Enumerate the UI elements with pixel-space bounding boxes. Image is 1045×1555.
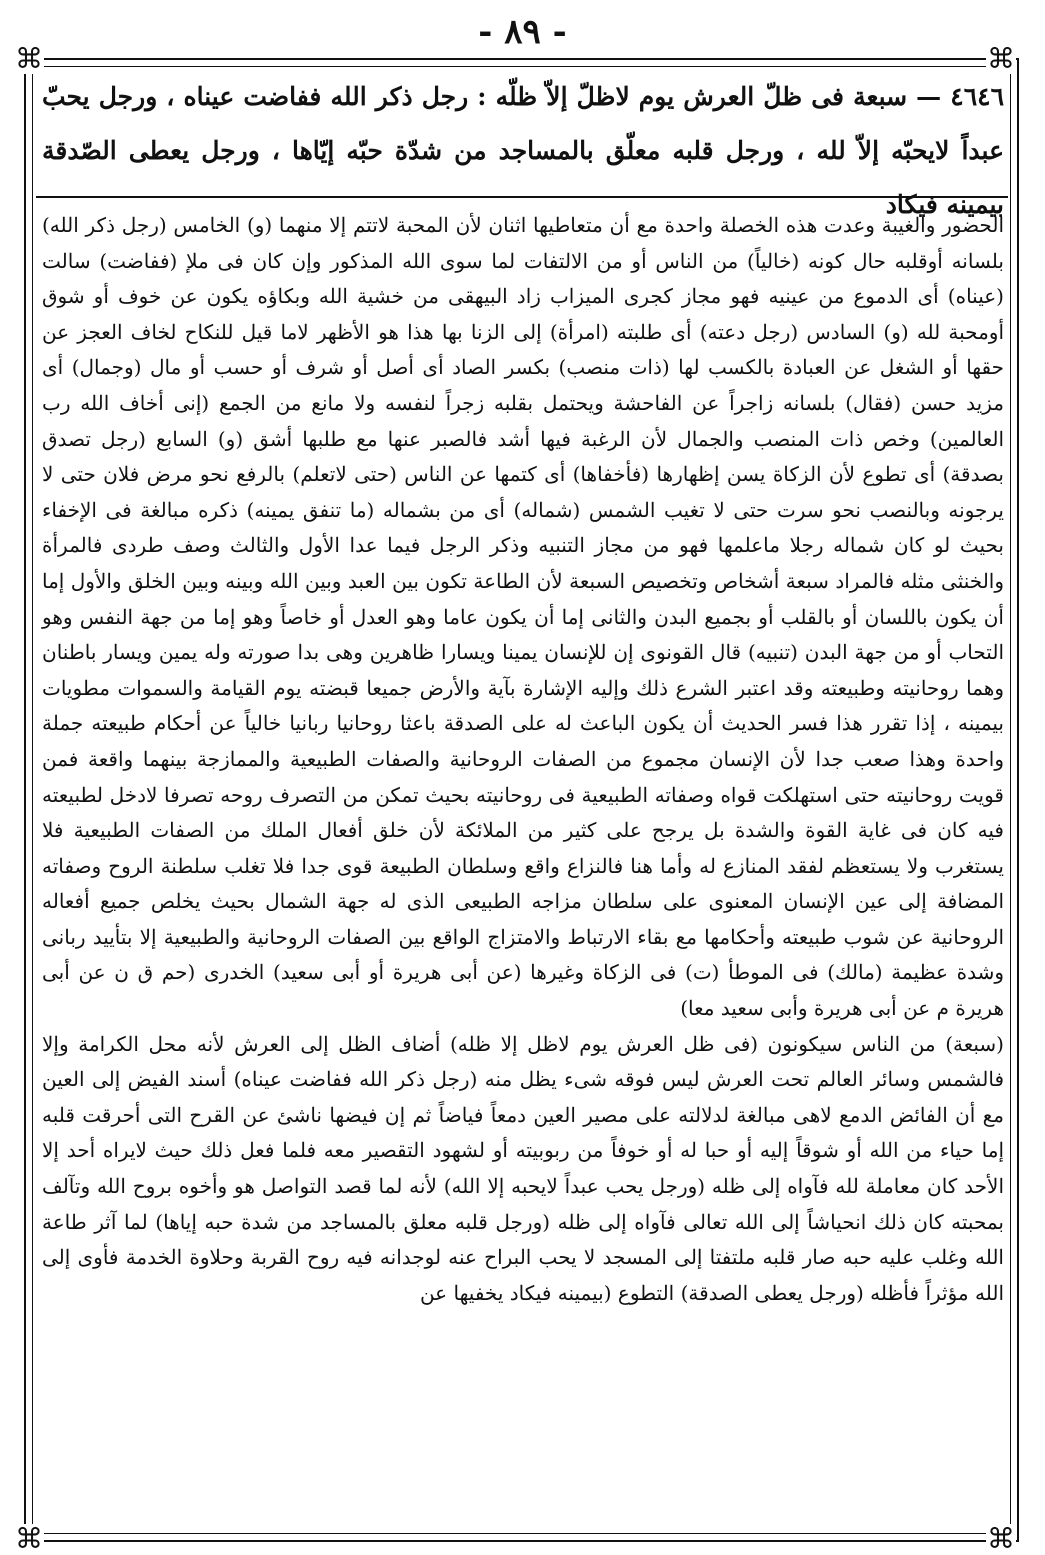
commentary-paragraph-2: (سبعة) من الناس سيكونون (فى ظل العرش يوم لاظل إلا ظله) أضاف الظل إلى العرش لأنه محل الكرامة وإلا فالشمس وسائر العالم تحت العرش ليس فوقه شىء يظل منه (رجل ذكر الله ففاضت عيناه) أسند الفيض إلى العين مع أن الفائض الدمع لاهى مبالغة لدلالته على مصير العين دمعاً فياضاً ثم إن فيضها ناشئ عن القرح التى أحرقت قلبه إما حياء من الله أو شوقاً إليه أو حبا له أو خوفاً من ربوبيته أو لشهود التقصير معه فلما فعل ذلك حيث لايراه أحد إلا الأحد كان معاملة لله فآواه إلى ظله (ورجل يحب عبداً لايحبه إلا الله) لأنه لما قصد التواصل هو وأخوه بروح الله وتآلف بمحبته كان ذلك انحياشاً إلى الله تعالى فآواه إلى ظله (ورجل قلبه معلق بالمساجد من شدة حبه إياها) لما آثر طاعة الله وغلب عليه حبه صار قلبه ملتفتا إلى المسجد لا يحب البراح عنه لوجدانه فيه روح القربة وحلاوة الخدمة فأوى إلى الله مؤثراً فأظله (ورجل يعطى الصدقة) التطوع (بيمينه فيكاد يخفيها عن [42,1031,1004,1305]
corner-ornament-icon: ⌘ [987,42,1015,75]
corner-ornament-icon: ⌘ [15,42,43,75]
commentary-paragraph-1: الحضور والغيبة وعدت هذه الخصلة واحدة مع أن متعاطيها اثنان لأن المحبة لاتتم إلا منهما (و) الخامس (رجل ذكر الله) بلسانه أوقلبه حال كونه (خالياً) من الناس أو من الالتفات لما سوى الله المذكور وإن كان فى ملإ (ففاضت) سالت (عيناه) أى الدموع من عينيه فهو مجاز كجرى الميزاب زاد البيهقى من خشية الله وبكاؤه يكون عن خوف أو شوق أومحبة لله (و) السادس (رجل دعته) أى طلبته (امرأة) إلى الزنا بها هذا هو الأظهر لاما قيل للنكاح لخاف العجز عن حقها أو الشغل عن العبادة بالكسب لها (ذات منصب) بكسر الصاد أى أصل أو شرف أو حسب أو مال (وجمال) أى مزيد حسن (فقال) بلسانه زاجراً عن الفاحشة ويحتمل بقلبه زجراً لنفسه ولا مانع من الجمع (إنى أخاف الله رب العالمين) وخص ذات المنصب والجمال لأن الرغبة فيها أشد فالصبر عنها مع طلبها أشق (و) السابع (رجل تصدق بصدقة) أى تطوع لأن الزكاة يسن إظهارها (فأخفاها) أى كتمها عن الناس (حتى لاتعلم) بالرفع نحو مرض فلان حتى لا يرجونه وبالنصب نحو سرت حتى لا تغيب الشمس (شماله) أى من بشماله (ما تنفق يمينه) ذكره مبالغة فى الإخفاء بحيث لو كان شماله رجلا ماعلمها فهو من مجاز التنبيه وذكر الرجل فيما عدا الأول والثالث وصف طردى فالمرأة والخنثى مثله فالمراد سبعة أشخاص وتخصيص السبعة لأن الطاعة تكون بين العبد وبين الله وبينه وبين الخلق والأول إما أن يكون باللسان أو بالقلب أو بجميع البدن والثانى إما أن يكون عاما وهو العدل أو خاصاً وهو إما من جهة النفس وهو التحاب أو من جهة البدن (تنبيه) قال القونوى إن للإنسان يمينا ويسارا ظاهرين وهى بدا صورته وله يمين ويسار باطنان وهما روحانيته وطبيعته وقد اعتبر الشرع ذلك وإليه الإشارة بآية والأرض جميعا قبضته يوم القيامة والسموات مطويات بيمينه ، إذا تقرر هذا فسر الحديث أن يكون الباعث له على الصدقة باعثا روحانيا ربانيا خالياً عن أحكام طبيعته جملة واحدة وهذا صعب جدا لأن الإنسان مجموع من الصفات الروحانية والصفات الطبيعية والممازجة بينهما واقعة فمن قويت روحانيته حتى استهلكت قواه وصفاته الطبيعية فى روحانيته بحيث تمكن من التصرف روحه تصرفا لادخل لطبيعته فيه كان فى غاية القوة والشدة بل يرجح على كثير من الملائكة لأن خلق أفعال الملك من الصفات الطبيعية فلا يستغرب ولا يستعظم لفقد المنازع له وأما هنا فالنزاع واقع وسلطان الطبيعة قوى جدا فلا تغلب سلطنة الروح وصفاته المضافة إلى عين الإنسان المعنوى على سلطان مزاجه الطبيعى الذى له جهة الشمال بحيث يخلص جميع أفعاله الروحانية عن شوب طبيعته وأحكامها مع بقاء الارتباط والامتزاج الواقع بين الصفات الروحانية والطبيعية إلا بتأييد ربانى وشدة عظيمة (مالك) فى الموطأ (ت) فى الزكاة وغيرها (عن أبى هريرة أو أبى سعيد) الخدرى (حم ق ن عن أبى هريرة م عن أبى هريرة وأبى سعيد معا) [42,213,1004,1021]
hadith-text: ٤٦٤٦ — سبعة فى ظلّ العرش يوم لاظلّ إلاّ ظلّه : رجل ذكر الله ففاضت عيناه ، ورجل يحبّ عبداً لايحبّه إلاّ لله ، ورجل قلبه معلّق بالمساجد من شدّة حبّه إيّاها ، ورجل يعطى الصّدقة بيمينه فيكاد [42,82,1004,219]
page-number: - ٨٩ - [478,12,567,52]
corner-ornament-icon: ⌘ [987,1522,1015,1555]
commentary-block [42,208,1004,1311]
section-divider [36,196,1008,198]
corner-ornament-icon: ⌘ [15,1522,43,1555]
